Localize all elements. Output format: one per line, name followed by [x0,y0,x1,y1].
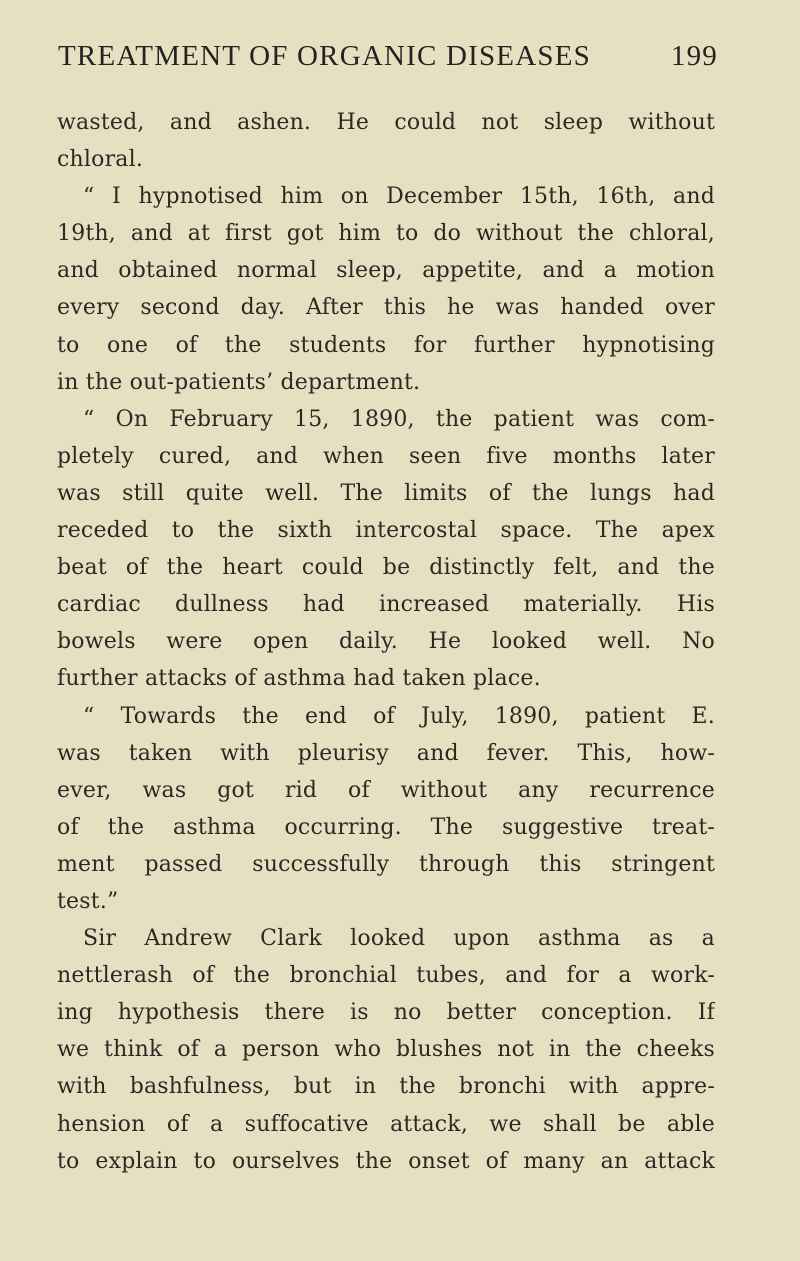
text-line: “ On February 15, 1890, the patient was com- [83,406,715,432]
text-line: chloral. [57,147,144,173]
text-line: and obtained normal sleep, appetite, and a motion [57,258,715,284]
text-line: ing hypothesis there is no better conception. If [57,1000,715,1026]
running-head-title: TREATMENT OF ORGANIC DISEASES [58,40,591,72]
text-line: receded to the sixth intercostal space. The apex [57,518,715,544]
text-line: hension of a suffocative attack, we shall be able [57,1111,715,1137]
text-line: in the out-patients’ department. [57,369,421,395]
text-line: of the asthma occurring. The suggestive treat- [57,814,715,840]
text-line: “ I hypnotised him on December 15th, 16th, and [83,184,715,210]
page-number: 199 [670,40,718,72]
text-line: with bashfulness, but in the bronchi with appre- [57,1074,715,1100]
text-line: to one of the students for further hypnotising [57,332,715,358]
text-line: test.” [57,888,119,914]
text-line: cardiac dullness had increased materially. His [57,592,715,618]
text-line: “ Towards the end of July, 1890, patient E. [83,703,715,729]
text-line: ment passed successfully through this stringent [57,851,715,877]
text-line: to explain to ourselves the onset of many an attack [57,1148,715,1174]
text-line: Sir Andrew Clark looked upon asthma as a [83,926,715,952]
text-line: pletely cured, and when seen five months later [57,443,715,469]
text-line: nettlerash of the bronchial tubes, and for a work- [57,963,715,989]
text-line: every second day. After this he was handed over [57,295,715,321]
text-line: was still quite well. The limits of the lungs had [57,480,715,506]
running-head [58,40,718,73]
text-line: bowels were open daily. He looked well. No [57,629,715,655]
text-line: wasted, and ashen. He could not sleep without [57,110,715,135]
text-line: was taken with pleurisy and fever. This, how- [57,740,715,766]
text-line: beat of the heart could be distinctly felt, and the [57,555,715,581]
text-line: ever, was got rid of without any recurrence [57,777,715,803]
body-text [57,104,715,1180]
text-line: further attacks of asthma had taken place. [57,666,541,692]
text-line: we think of a person who blushes not in the cheeks [57,1037,715,1063]
text-line: 19th, and at first got him to do without the chloral, [57,221,715,247]
